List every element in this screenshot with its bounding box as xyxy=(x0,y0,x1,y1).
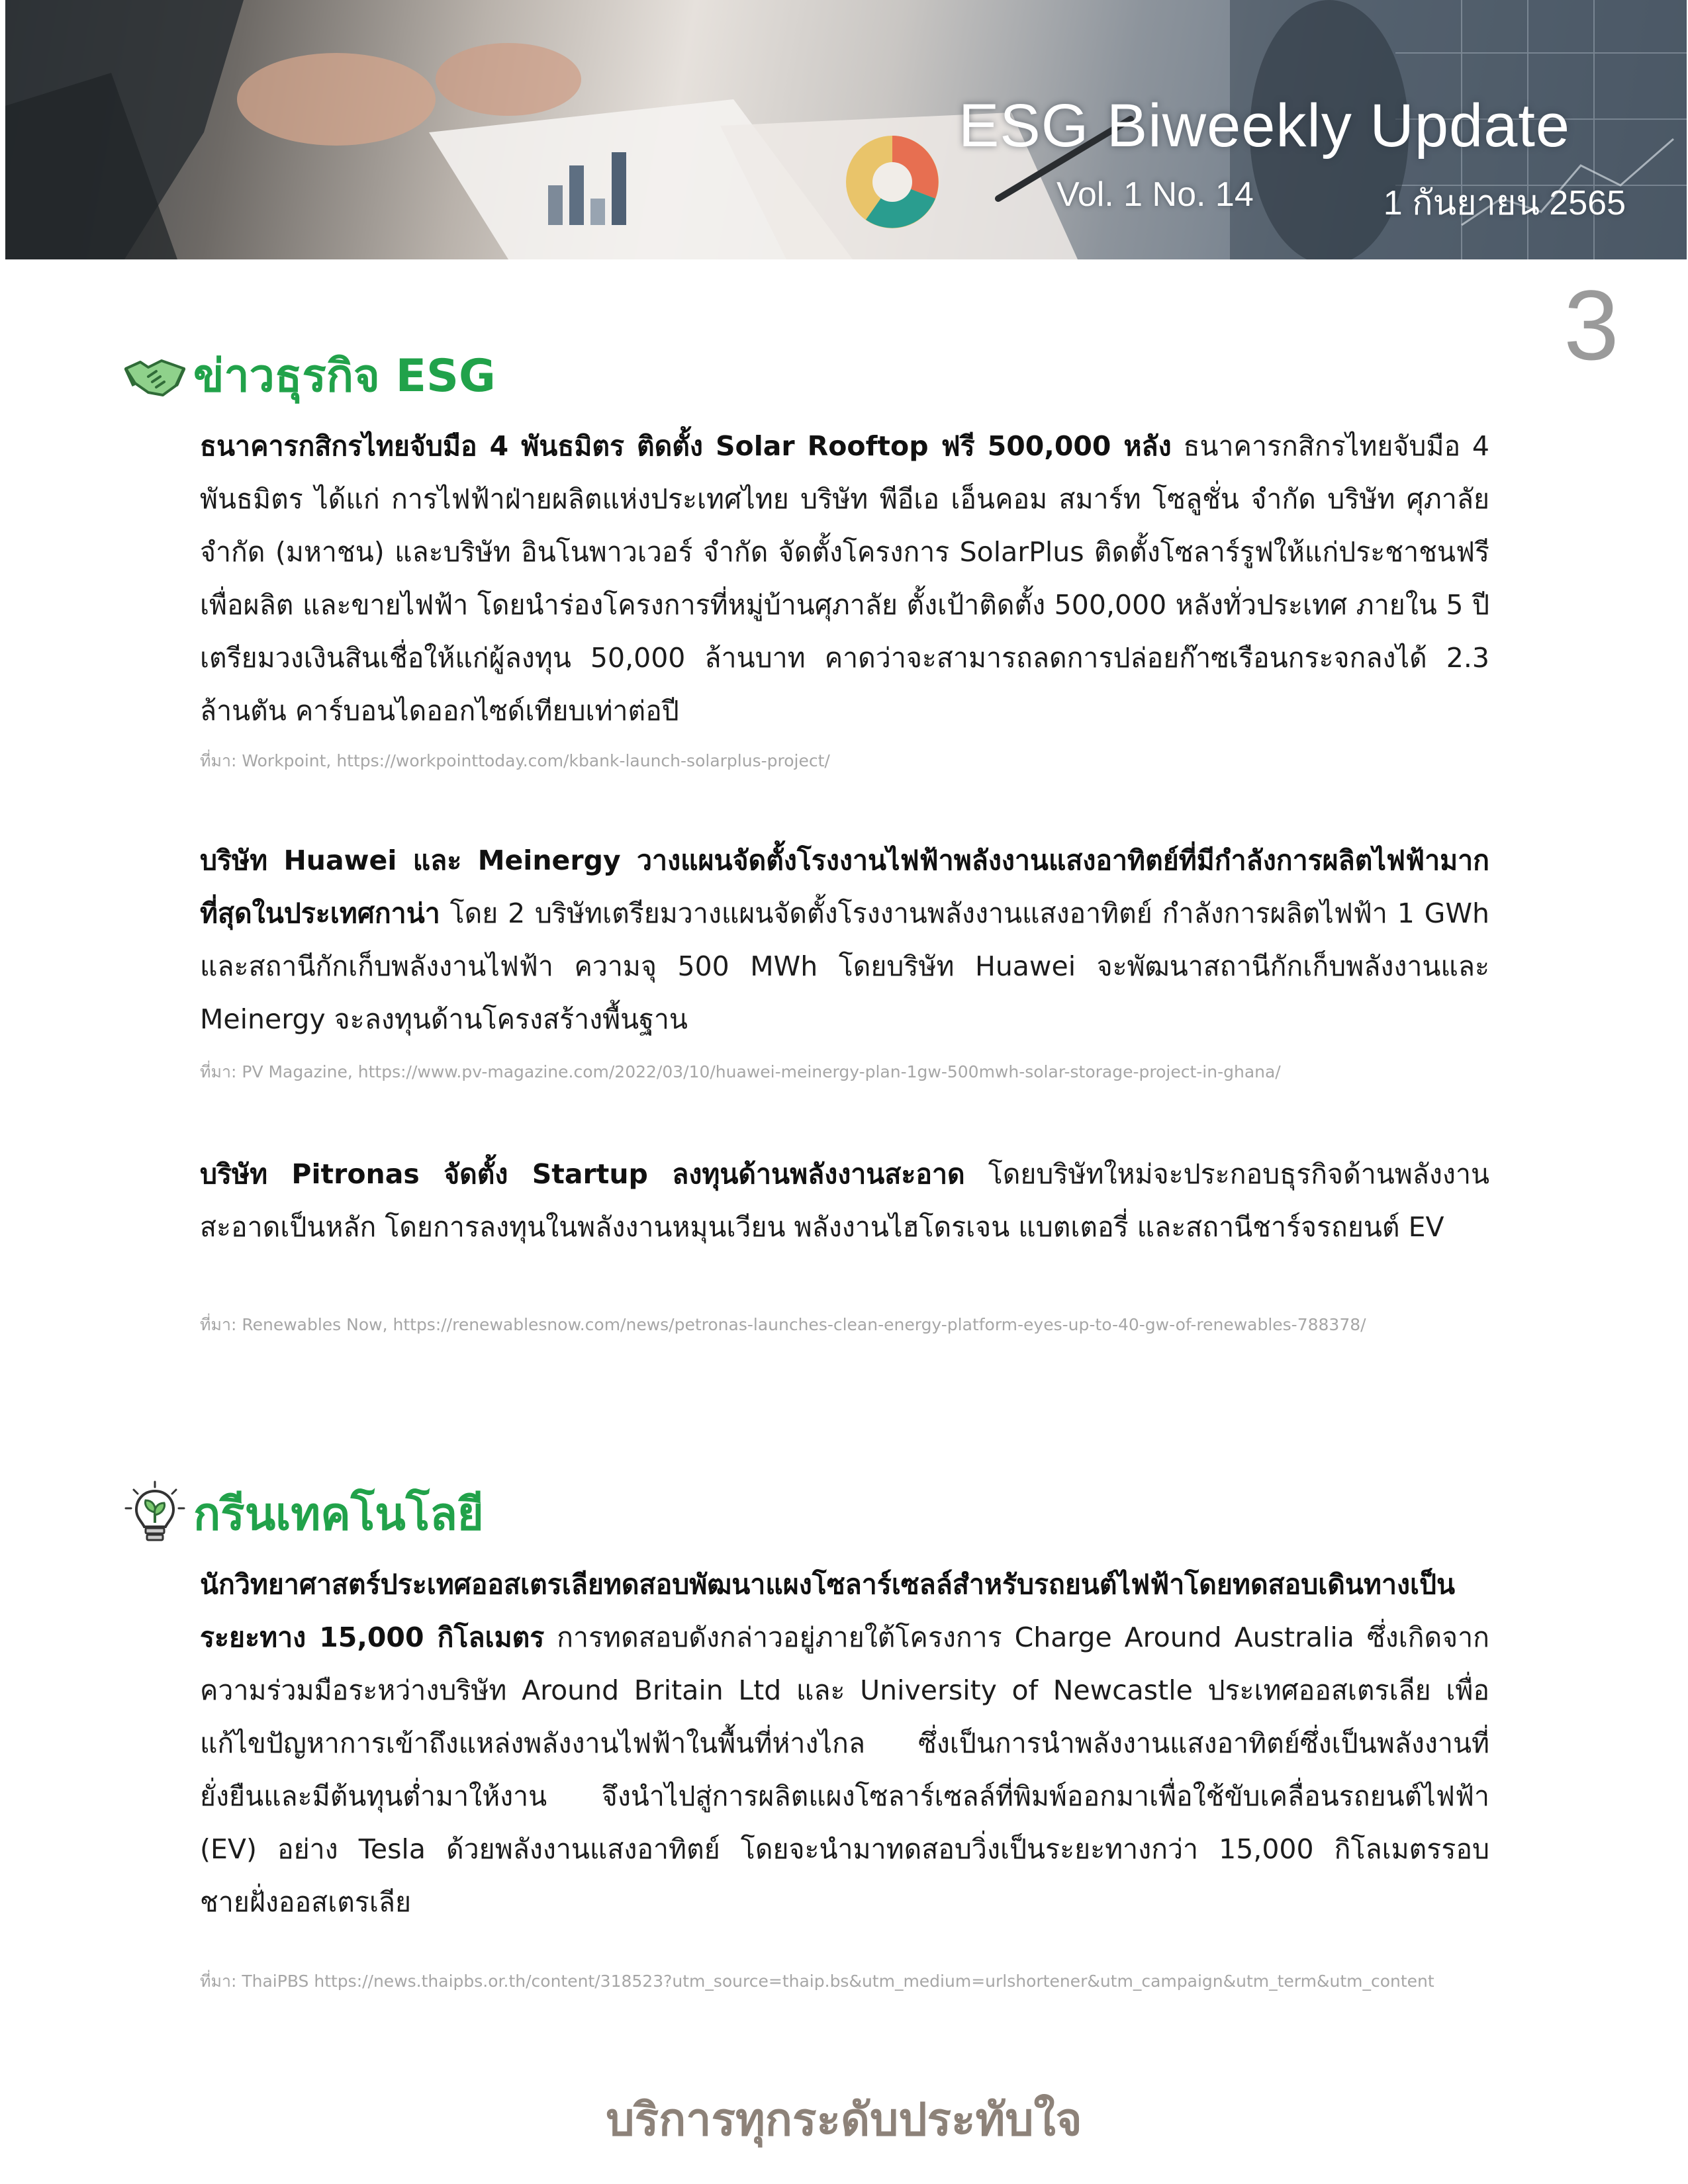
footer-slogan: บริการทุกระดับประทับใจ xyxy=(606,2094,1082,2146)
page-number: 3 xyxy=(1564,269,1619,381)
issue-volume: Vol. 1 No. 14 xyxy=(1056,175,1254,214)
article-body: การทดสอบดังกล่าวอยู่ภายใต้โครงการ Charge Around Australia ซึ่งเกิดจากความร่วมมือระหว่างบริษัท Around Britain Ltd และ University of Newcastle ประเทศออสเตรเลีย เพื่อแก้ไขปัญหาการเข้าถึงแหล่งพลังงานไฟฟ้าในพื้นที่ห่างไกล ซึ่งเป็นการนำพลังงานแสงอาทิตย์ซึ่งเป็นพลังงานที่ยั่งยืนและมีต้นทุนต่ำมาให้งาน จึงนำไปสู่การผลิตแผงโซลาร์เซลล์ที่พิมพ์ออกมาเพื่อใช้ขับเคลื่อนรถยนต์ไฟฟ้า (EV) อย่าง Tesla ด้วยพลังงานแสงอาทิตย์ โดยจะนำมาทดสอบวิ่งเป็นระยะทางกว่า 15,000 กิโลเมตรรอบชายฝั่งออสเตรเลีย xyxy=(200,1621,1489,1918)
article-body: โดยบริษัทใหม่จะประกอบธุรกิจด้านพลังงานสะอาดเป็นหลัก โดยการลงทุนในพลังงานหมุนเวียน พลังงานไฮโดรเจน แบตเตอรี่ และสถานีชาร์จรถยนต์ EV xyxy=(200,1158,1489,1243)
article-body: ธนาคารกสิกรไทยจับมือ 4 พันธมิตร ได้แก่ การไฟฟ้าฝ่ายผลิตแห่งประเทศไทย บริษัท พีอีเอ เอ็นคอม สมาร์ท โซลูชั่น จำกัด บริษัท ศุภาลัย จำกัด (มหาชน) และบริษัท อินโนพาวเวอร์ จำกัด จัดตั้งโครงการ SolarPlus ติดตั้งโซลาร์รูฟให้แก่ประชาชนฟรี เพื่อผลิต และขายไฟฟ้า โดยนำร่องโครงการที่หมู่บ้านศุภาลัย ตั้งเป้าติดตั้ง 500,000 หลังทั่วประเทศ ภายใน 5 ปี เตรียมวงเงินสินเชื่อให้แก่ผู้ลงทุน 50,000 ล้านบาท คาดว่าจะสามารถลดการปล่อยก๊าซเรือนกระจกลงได้ 2.3 ล้านตัน คาร์บอนไดออกไซด์เทียบเท่าต่อปี xyxy=(200,430,1489,727)
article-body: โดย 2 บริษัทเตรียมวางแผนจัดตั้งโรงงานพลังงานแสงอาทิตย์ กำลังการผลิตไฟฟ้า 1 GWh และสถานีกักเก็บพลังงานไฟฟ้า ความจุ 500 MWh โดยบริษัท Huawei จะพัฒนาสถานีกักเก็บพลังงานและ Meinergy จะลงทุนด้านโครงสร้างพื้นฐาน xyxy=(200,897,1489,1035)
article-headline: บริษัท Huawei และ Meinergy วางแผนจัดตั้งโรงงานไฟฟ้าพลังงานแสงอาทิตย์ที่มีกำลังการผลิตไฟฟ้ามากที่สุดในประเทศกาน่า xyxy=(200,844,1489,929)
article-paragraph xyxy=(200,420,1489,737)
newsletter-title: ESG Biweekly Update xyxy=(959,92,1571,159)
article-headline: ธนาคารกสิกรไทยจับมือ 4 พันธมิตร ติดตั้ง Solar Rooftop ฟรี 500,000 หลัง xyxy=(200,430,1172,462)
article-source: ที่มา: Renewables Now, https://renewablesnow.com/news/petronas-launches-clean-energy-platform-eyes-up-to-40-gw-of-renewables-788378/ xyxy=(200,1315,1366,1334)
issue-date: 1 กันยายน 2565 xyxy=(1383,184,1626,222)
header-banner xyxy=(5,0,1687,259)
article-headline: บริษัท Pitronas จัดตั้ง Startup ลงทุนด้านพลังงานสะอาด xyxy=(200,1158,965,1190)
section-heading: ข่าวธุรกิจ ESG xyxy=(193,350,496,402)
article-headline: นักวิทยาศาสตร์ประเทศออสเตรเลียทดสอบพัฒนาแผงโซลาร์เซลล์สำหรับรถยนต์ไฟฟ้าโดยทดสอบเดินทางเป็นระยะทาง 15,000 กิโลเมตร xyxy=(200,1569,1456,1653)
handshake-icon xyxy=(122,342,188,408)
article-paragraph xyxy=(200,834,1489,1046)
lightbulb-leaf-icon xyxy=(122,1480,188,1547)
article-source: ที่มา: Workpoint, https://workpointtoday.com/kbank-launch-solarplus-project/ xyxy=(200,751,830,770)
issue-info xyxy=(1056,175,1626,230)
article-source: ที่มา: ThaiPBS https://news.thaipbs.or.th/content/318523?utm_source=thaip.bs&utm_medium=urlshortener&utm_campaign&utm_term&utm_content xyxy=(200,1972,1434,1991)
article-paragraph xyxy=(200,1558,1489,1929)
section-heading: กรีนเทคโนโลยี xyxy=(193,1488,484,1541)
section-green-tech-header xyxy=(122,1477,718,1550)
article-source: ที่มา: PV Magazine, https://www.pv-magazine.com/2022/03/10/huawei-meinergy-plan-1gw-500mwh-solar-storage-project-in-ghana/ xyxy=(200,1062,1281,1081)
section-esg-business-header xyxy=(122,339,718,412)
article-paragraph xyxy=(200,1148,1489,1253)
